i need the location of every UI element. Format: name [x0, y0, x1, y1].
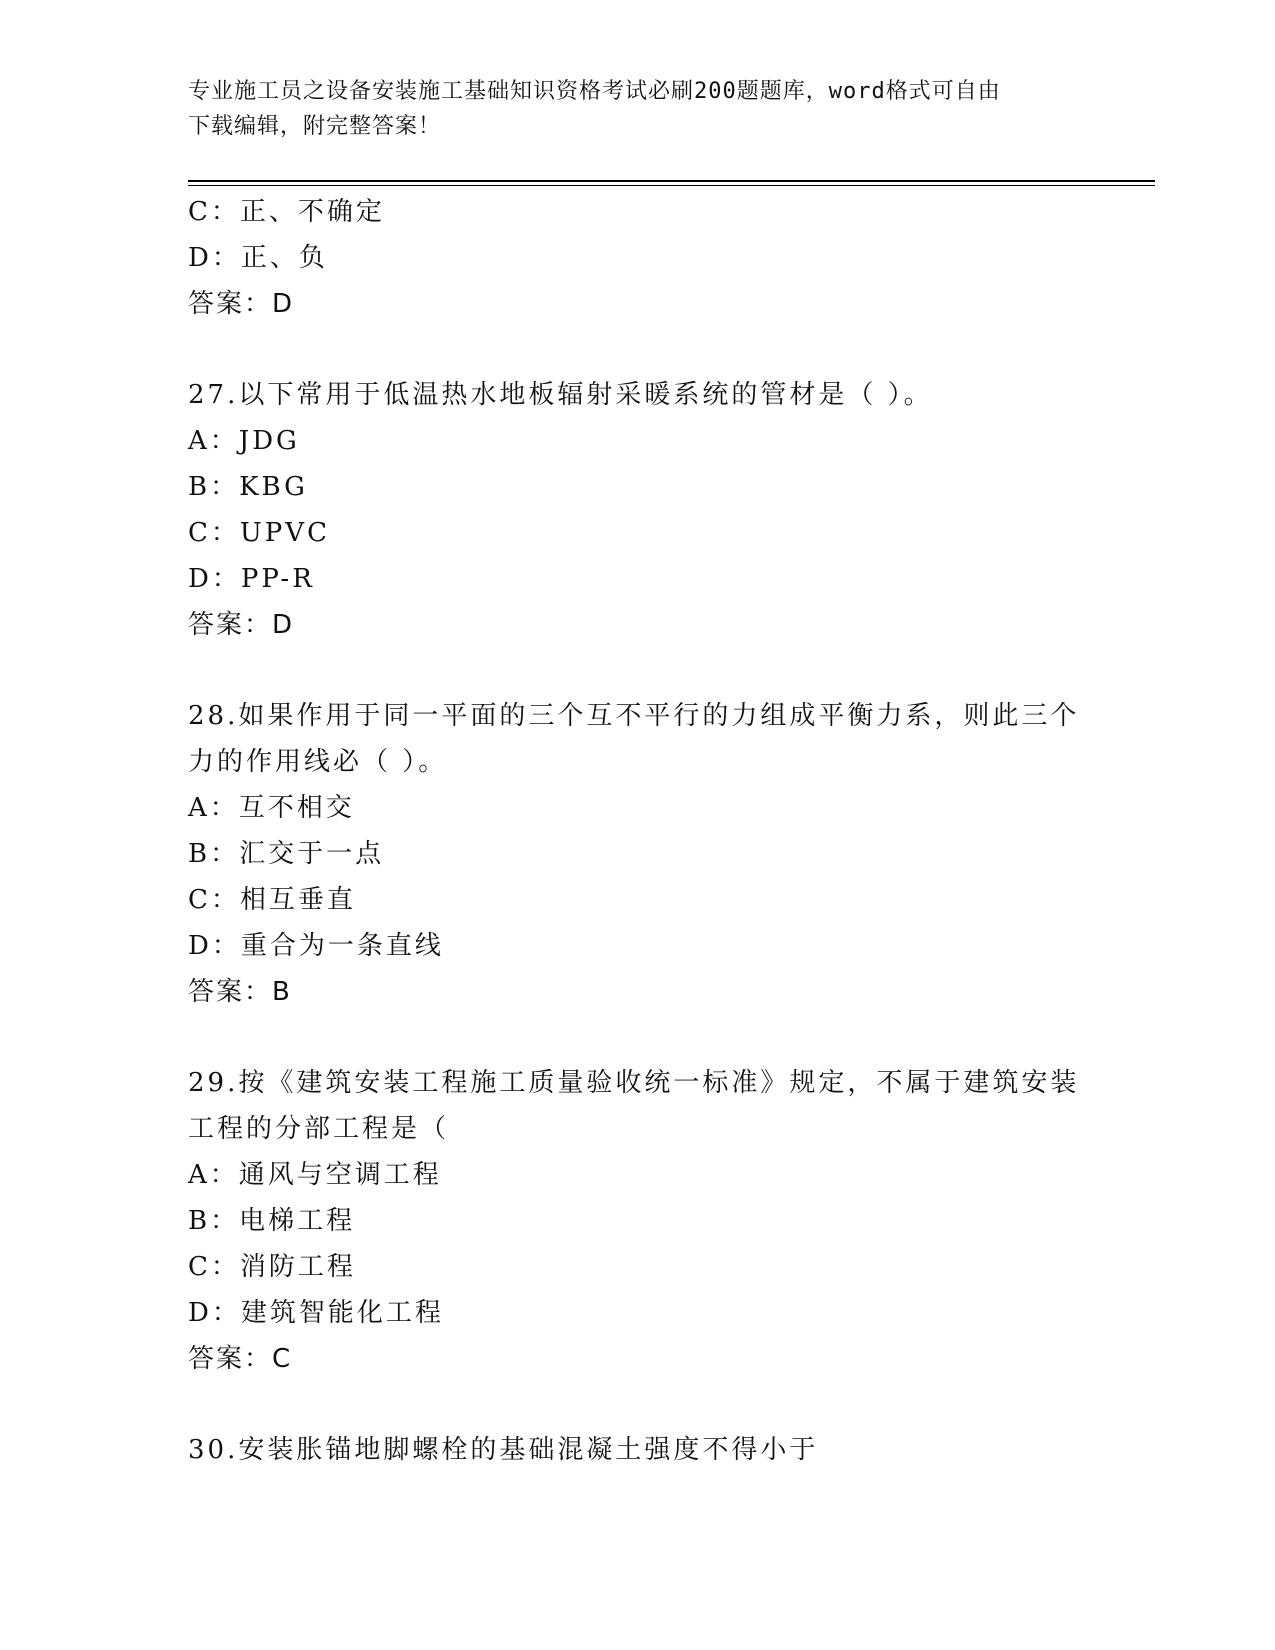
header-line-2: 下载编辑，附完整答案！	[188, 114, 442, 139]
option-line: D：重合为一条直线	[188, 931, 444, 961]
option-line: C：UPVC	[188, 518, 330, 548]
spacer	[188, 327, 1108, 372]
option-line: C：相互垂直	[188, 885, 356, 915]
document-body	[188, 189, 1108, 1473]
answer-line: 答案：D	[188, 610, 295, 640]
header-rule-thick	[188, 180, 1155, 182]
question-text: 工程的分部工程是（	[188, 1114, 450, 1144]
option-line: A：通风与空调工程	[188, 1160, 442, 1190]
spacer	[188, 1382, 1108, 1427]
option-line: A：互不相交	[188, 793, 355, 823]
option-line: B：电梯工程	[188, 1206, 356, 1236]
option-line: C：消防工程	[188, 1252, 356, 1282]
question-text: 30.安装胀锚地脚螺栓的基础混凝土强度不得小于	[188, 1435, 819, 1465]
option-line: D：正、负	[188, 243, 328, 273]
question-text: 28.如果作用于同一平面的三个互不平行的力组成平衡力系，则此三个	[188, 701, 1080, 731]
option-line: B：汇交于一点	[188, 839, 385, 869]
option-line: B：KBG	[188, 472, 308, 502]
question-text: 29.按《建筑安装工程施工质量验收统一标准》规定，不属于建筑安装	[188, 1068, 1080, 1098]
header-line-1: 专业施工员之设备安装施工基础知识资格考试必刷200题题库，word格式可自由	[188, 79, 1001, 104]
answer-line: 答案：D	[188, 289, 295, 319]
spacer	[188, 648, 1108, 693]
header-rule-thin	[188, 185, 1155, 186]
option-line: D：PP-R	[188, 564, 315, 594]
spacer	[188, 1015, 1108, 1060]
question-text: 力的作用线必（ ）。	[188, 747, 448, 777]
option-line: A：JDG	[188, 426, 300, 456]
answer-line: 答案：B	[188, 977, 292, 1007]
option-line: C：正、不确定	[188, 197, 385, 227]
question-text: 27.以下常用于低温热水地板辐射采暖系统的管材是（ ）。	[188, 380, 933, 410]
document-header	[188, 74, 1088, 144]
option-line: D：建筑智能化工程	[188, 1298, 444, 1328]
answer-line: 答案：C	[188, 1344, 293, 1374]
